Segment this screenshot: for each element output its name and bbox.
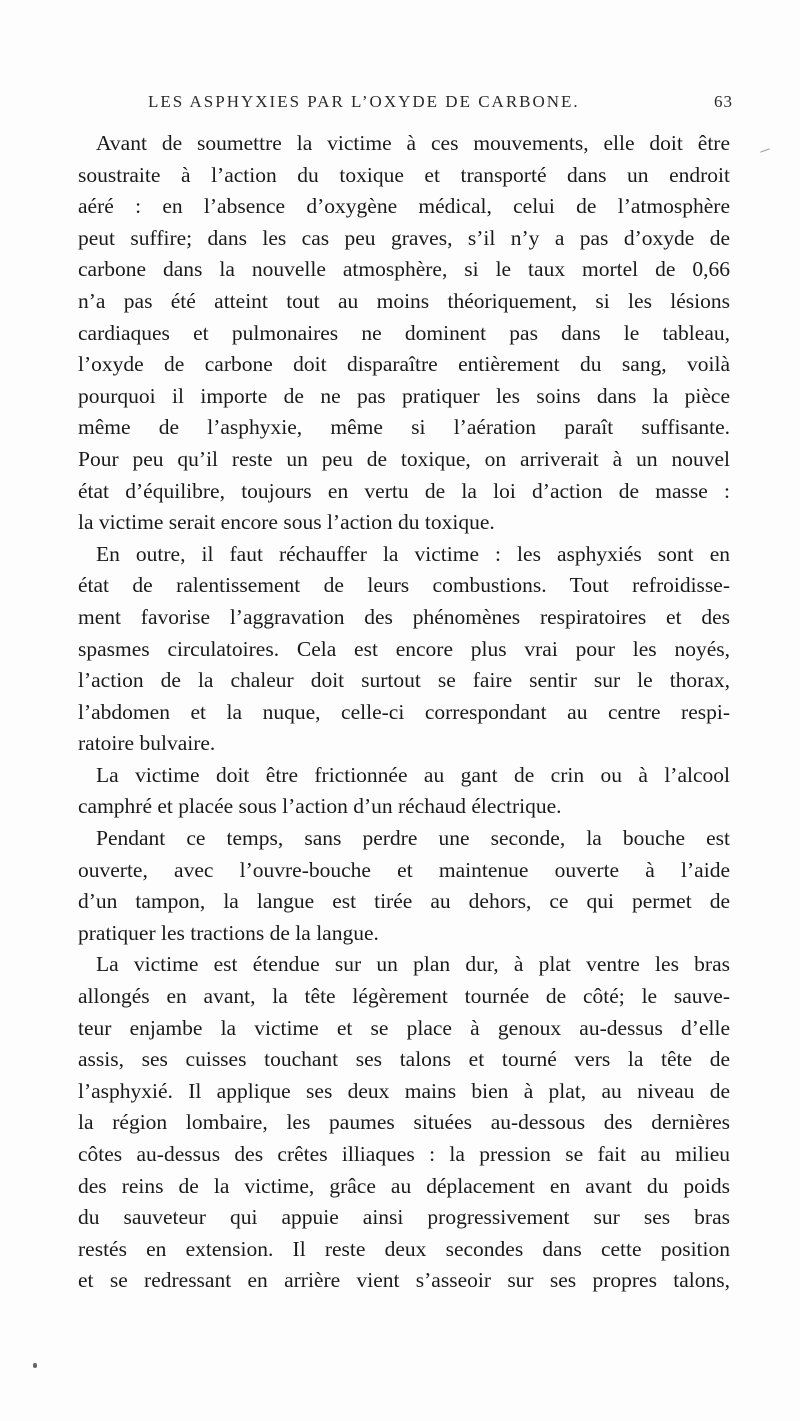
text-line: et se redressant en arrière vient s’asseoir sur ses propres talons, [78,1268,730,1293]
text-line: du sauveteur qui appuie ainsi progressivement sur ses bras [78,1205,730,1230]
text-line: n’a pas été atteint tout au moins théoriquement, si les lésions [78,288,730,313]
text-line: En outre, il faut réchauffer la victime : les asphyxiés sont en [96,541,730,566]
text-line: carbone dans la nouvelle atmosphère, si le taux mortel de 0,66 [78,257,730,282]
text-line: ratoire bulvaire. [78,731,216,756]
running-head-title: LES ASPHYXIES PAR L’OXYDE DE CARBONE. [148,92,580,111]
text-line: aéré : en l’absence d’oxygène médical, celui de l’atmosphère [78,194,730,219]
running-head [148,92,733,116]
text-line: l’asphyxié. Il applique ses deux mains bien à plat, au niveau de [78,1078,730,1103]
text-line: la région lombaire, les paumes situées au-dessous des dernières [78,1110,730,1135]
text-line: cardiaques et pulmonaires ne dominent pas dans le tableau, [78,320,730,345]
text-line: La victime doit être frictionnée au gant de crin ou à l’alcool [96,762,730,787]
page-number: 63 [714,92,733,111]
text-line: ouverte, avec l’ouvre-bouche et maintenue ouverte à l’aide [78,857,730,882]
text-line: même de l’asphyxie, même si l’aération paraît suffisante. [78,415,730,440]
text-line: camphré et placée sous l’action d’un réchaud électrique. [78,794,562,819]
text-line: d’un tampon, la langue est tirée au dehors, ce qui permet de [78,889,730,914]
text-line: restés en extension. Il reste deux secondes dans cette position [78,1236,730,1261]
margin-dot [33,1363,37,1368]
text-line: Avant de soumettre la victime à ces mouvements, elle doit être [96,131,730,155]
text-line: l’oxyde de carbone doit disparaître entièrement du sang, voilà [78,352,730,377]
text-line: soustraite à l’action du toxique et transporté dans un endroit [78,162,730,187]
text-line: pourquoi il importe de ne pas pratiquer les soins dans la pièce [78,383,730,408]
text-line: allongés en avant, la tête légèrement tournée de côté; le sauve- [78,984,730,1009]
text-line: assis, ses cuisses touchant ses talons et tourné vers la tête de [78,1047,730,1072]
text-line: l’action de la chaleur doit surtout se faire sentir sur le thorax, [78,668,730,693]
text-line: spasmes circulatoires. Cela est encore plus vrai pour les noyés, [78,636,730,661]
text-line: l’abdomen et la nuque, celle-ci correspondant au centre respi- [78,699,730,724]
text-line: des reins de la victime, grâce au déplacement en avant du poids [78,1173,730,1198]
text-line: ment favorise l’aggravation des phénomènes respiratoires et des [78,604,730,629]
text-line: la victime serait encore sous l’action du toxique. [78,510,495,535]
text-line: teur enjambe la victime et se place à genoux au-dessus d’elle [78,1015,730,1040]
text-line: Pendant ce temps, sans perdre une seconde, la bouche est [96,826,730,851]
margin-mark [760,148,770,152]
text-line: pratiquer les tractions de la langue. [78,920,379,945]
text-line: La victime est étendue sur un plan dur, à plat ventre les bras [96,952,730,977]
text-line: état d’équilibre, toujours en vertu de la loi d’action de masse : [78,478,730,503]
text-line: peut suffire; dans les cas peu graves, s’il n’y a pas d’oxyde de [78,225,730,250]
body-text [78,128,730,1297]
text-line: côtes au-dessus des crêtes illiaques : la pression se fait au milieu [78,1142,730,1166]
text-line: Pour peu qu’il reste un peu de toxique, on arriverait à un nouvel [78,446,730,471]
text-line: état de ralentissement de leurs combustions. Tout refroidisse- [78,573,730,598]
